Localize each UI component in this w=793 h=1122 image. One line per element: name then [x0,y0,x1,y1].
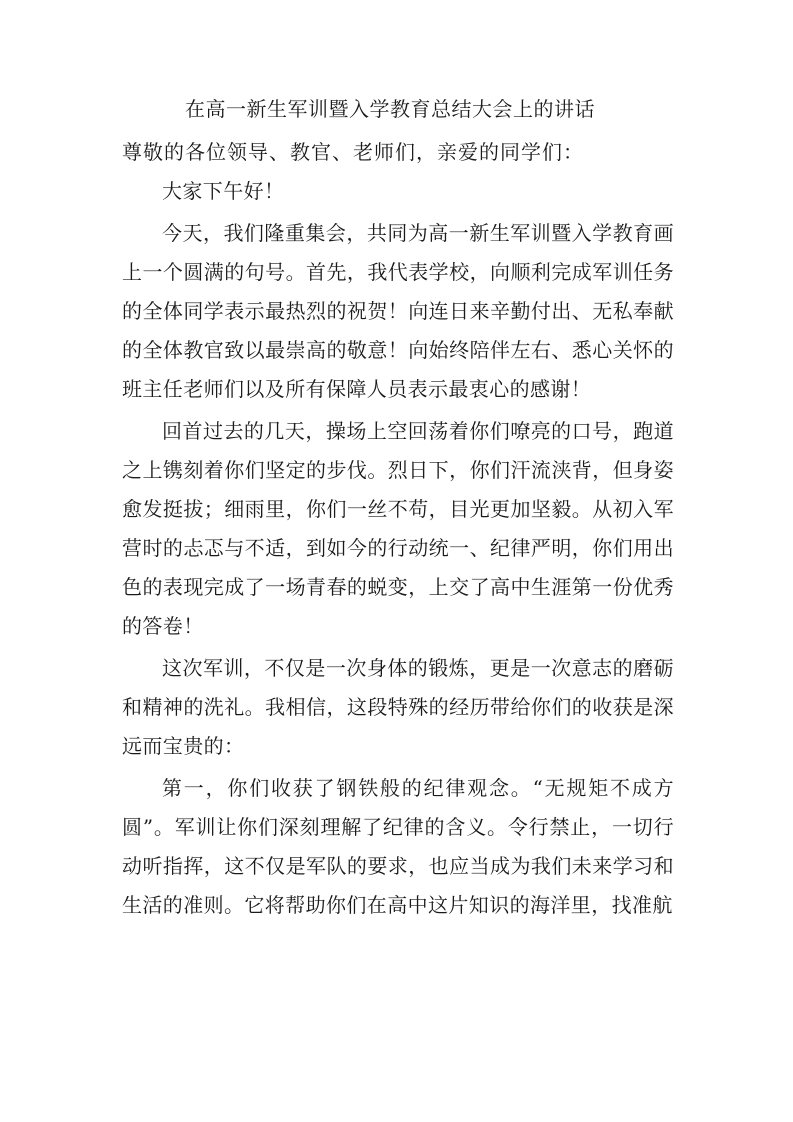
paragraph-review: 回首过去的几天，操场上空回荡着你们嘹亮的口号，跑道之上镌刻着你们坚定的步伐。烈日下，你们汗流浃背，但身姿愈发挺拔；细雨里，你们一丝不苟，目光更加坚毅。从初入军营时的忐忑与不适，到如今的行动统一、纪律严明，你们用出色的表现完成了一场青春的蜕变，上交了高中生涯第一份优秀的答卷！ [122,419,674,638]
document-title: 在高一新生军训暨入学教育总结大会上的讲话 [185,97,595,121]
paragraph-meaning: 这次军训，不仅是一次身体的锻炼，更是一次意志的磨砺和精神的洗礼。我相信，这段特殊的经历带给你们的收获是深远而宝贵的： [122,656,674,758]
paragraph-greeting: 大家下午好！ [162,179,285,203]
document-body [122,172,674,928]
salutation: 尊敬的各位领导、教官、老师们，亲爱的同学们： [122,140,584,164]
paragraph-opening: 今天，我们隆重集会，共同为高一新生军训暨入学教育画上一个圆满的句号。首先，我代表学校，向顺利完成军训任务的全体同学表示最热烈的祝贺！向连日来辛勤付出、无私奉献的全体教官致以最崇高的敬意！向始终陪伴左右、悉心关怀的班主任老师们以及所有保障人员表示最衷心的感谢！ [122,221,674,401]
paragraph-first-gain: 第一，你们收获了钢铁般的纪律观念。“无规矩不成方圆”。军训让你们深刻理解了纪律的含义。令行禁止，一切行动听指挥，这不仅是军队的要求，也应当成为我们未来学习和生活的准则。它将帮助你们在高中这片知识的海洋里，找准航 [122,776,674,917]
